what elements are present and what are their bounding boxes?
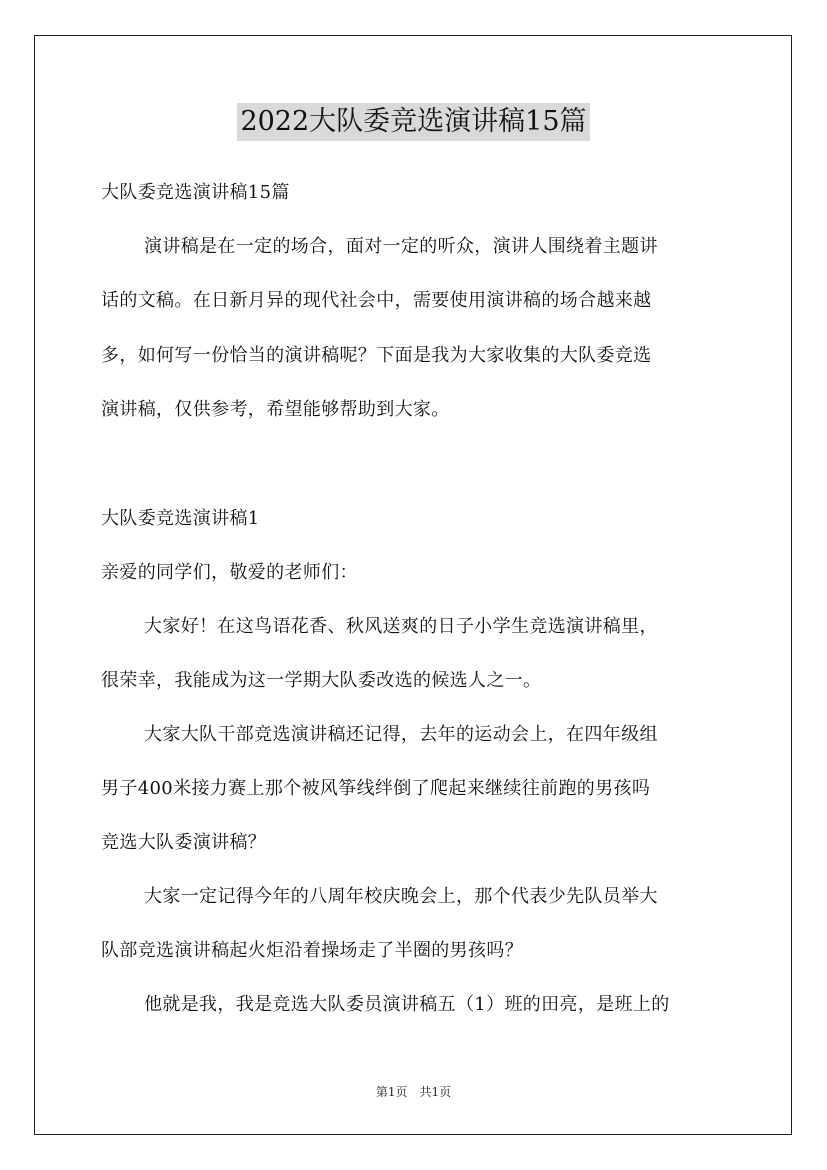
paragraph-line: 演讲稿是在一定的场合，面对一定的听众，演讲人围绕着主题讲 xyxy=(144,236,658,257)
title-container xyxy=(0,103,827,141)
paragraph-line: 男子400米接力赛上那个被风筝线绊倒了爬起来继续往前跑的男孩吗 xyxy=(101,778,651,799)
paragraph-line: 大家一定记得今年的八周年校庆晚会上，那个代表少先队员举大 xyxy=(144,886,658,907)
paragraph-line: 大家好！在这鸟语花香、秋风送爽的日子小学生竞选演讲稿里， xyxy=(144,616,658,637)
page-footer xyxy=(0,1084,827,1100)
paragraph-line: 演讲稿，仅供参考，希望能够帮助到大家。 xyxy=(101,399,450,420)
page-number: 第1页 xyxy=(375,1085,408,1099)
paragraph-line: 竞选大队委演讲稿？ xyxy=(101,832,267,853)
paragraph-line: 他就是我，我是竞选大队委员演讲稿五（1）班的田亮，是班上的 xyxy=(144,994,670,1015)
document-title: 2022大队委竞选演讲稿15篇 xyxy=(237,103,589,141)
paragraph-line: 大家大队干部竞选演讲稿还记得，去年的运动会上，在四年级组 xyxy=(144,724,658,745)
paragraph-line: 多，如何写一份恰当的演讲稿呢？下面是我为大家收集的大队委竞选 xyxy=(101,345,652,366)
paragraph-line: 队部竞选演讲稿起火炬沿着操场走了半圈的男孩吗？ xyxy=(101,940,524,961)
subtitle-line: 大队委竞选演讲稿15篇 xyxy=(101,182,290,203)
paragraph-line: 话的文稿。在日新月异的现代社会中，需要使用演讲稿的场合越来越 xyxy=(101,290,652,311)
page-total: 共1页 xyxy=(419,1085,452,1099)
paragraph-line: 很荣幸，我能成为这一学期大队委改选的候选人之一。 xyxy=(101,670,542,691)
salutation-line: 亲爱的同学们，敬爱的老师们： xyxy=(101,562,358,583)
section-heading: 大队委竞选演讲稿1 xyxy=(101,508,260,529)
